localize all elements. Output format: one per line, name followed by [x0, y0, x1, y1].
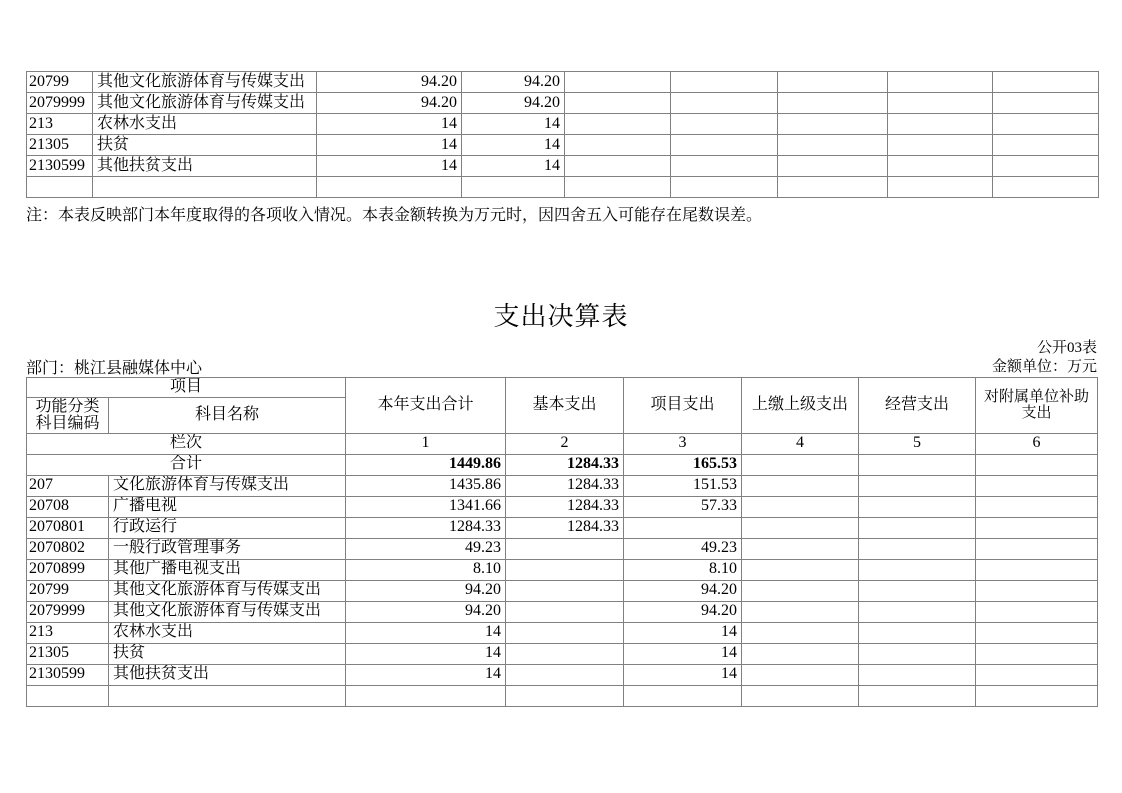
value-cell — [888, 177, 993, 198]
value-cell: 94.20 — [462, 93, 565, 114]
operating-cell — [859, 496, 976, 517]
column-number-cell: 5 — [859, 433, 976, 454]
subject-name-cell: 农林水支出 — [109, 622, 346, 643]
page-title: 支出决算表 — [493, 302, 629, 331]
value-cell — [671, 93, 778, 114]
code-cell: 21305 — [27, 643, 109, 664]
table-row — [27, 156, 1099, 177]
table-row — [27, 135, 1099, 156]
value-cell — [993, 177, 1099, 198]
total-expenditure-cell: 14 — [346, 643, 506, 664]
operating-cell — [859, 475, 976, 496]
basic-expenditure-cell: 1284.33 — [506, 475, 624, 496]
operating-cell — [859, 538, 976, 559]
value-cell — [993, 156, 1099, 177]
annual-income-total-cell: 94.20 — [317, 93, 462, 114]
code-cell — [27, 685, 109, 706]
basic-expenditure-cell — [506, 685, 624, 706]
project-expenditure-cell — [624, 685, 742, 706]
subject-name-cell: 广播电视 — [109, 496, 346, 517]
table-row — [27, 517, 1098, 538]
project-expenditure-cell: 94.20 — [624, 601, 742, 622]
total-expenditure-cell: 94.20 — [346, 601, 506, 622]
upper-level-cell — [742, 685, 859, 706]
operating-header-cell: 经营支出 — [859, 378, 976, 434]
total-row-basic-cell: 1284.33 — [506, 454, 624, 475]
subject-name-cell: 扶贫 — [93, 135, 317, 156]
annual-income-total-cell: 14 — [317, 156, 462, 177]
upper-level-header-cell: 上缴上级支出 — [742, 378, 859, 434]
code-cell: 2130599 — [27, 664, 109, 685]
value-cell — [993, 72, 1099, 93]
subject-name-cell: 其他扶贫支出 — [109, 664, 346, 685]
operating-cell — [859, 559, 976, 580]
table-row — [27, 601, 1098, 622]
total-expenditure-cell: 8.10 — [346, 559, 506, 580]
subsidy-cell — [976, 559, 1098, 580]
table-row — [27, 177, 1099, 198]
annual-income-total-cell: 14 — [317, 135, 462, 156]
project-expenditure-header-cell: 项目支出 — [624, 378, 742, 434]
value-cell — [565, 114, 671, 135]
column-index-row — [27, 433, 1098, 454]
project-expenditure-cell: 8.10 — [624, 559, 742, 580]
value-cell — [671, 156, 778, 177]
code-cell — [27, 177, 93, 198]
subject-name-cell: 农林水支出 — [93, 114, 317, 135]
value-cell — [778, 93, 888, 114]
subject-name-cell: 其他文化旅游体育与传媒支出 — [93, 72, 317, 93]
subsidy-cell — [976, 475, 1098, 496]
value-cell — [778, 72, 888, 93]
value-cell: 94.20 — [462, 72, 565, 93]
value-cell: 14 — [462, 114, 565, 135]
column-number-cell: 4 — [742, 433, 859, 454]
code-cell: 2070801 — [27, 517, 109, 538]
basic-expenditure-cell — [506, 664, 624, 685]
project-expenditure-cell: 49.23 — [624, 538, 742, 559]
code-cell: 2130599 — [27, 156, 93, 177]
operating-cell — [859, 580, 976, 601]
code-cell: 21305 — [27, 135, 93, 156]
table-row — [27, 114, 1099, 135]
upper-level-cell — [742, 517, 859, 538]
subject-name-cell: 行政运行 — [109, 517, 346, 538]
project-expenditure-cell: 151.53 — [624, 475, 742, 496]
subsidy-cell — [976, 538, 1098, 559]
code-cell: 213 — [27, 622, 109, 643]
upper-level-cell — [742, 580, 859, 601]
subsidy-cell — [976, 517, 1098, 538]
table-row — [27, 475, 1098, 496]
department-label: 部门：桃江县融媒体中心 — [26, 360, 203, 377]
code-cell: 20799 — [27, 580, 109, 601]
table-row — [27, 622, 1098, 643]
table-row — [27, 559, 1098, 580]
value-cell: 14 — [462, 135, 565, 156]
code-cell: 213 — [27, 114, 93, 135]
value-cell — [565, 72, 671, 93]
total-expenditure-cell: 1435.86 — [346, 475, 506, 496]
value-cell — [778, 177, 888, 198]
project-expenditure-cell: 14 — [624, 664, 742, 685]
upper-level-cell — [742, 496, 859, 517]
total-expenditure-cell — [346, 685, 506, 706]
subsidy-cell — [976, 685, 1098, 706]
basic-expenditure-cell: 1284.33 — [506, 517, 624, 538]
upper-level-cell — [742, 601, 859, 622]
basic-expenditure-header-cell: 基本支出 — [506, 378, 624, 434]
project-expenditure-cell — [624, 517, 742, 538]
subject-name-cell: 其他扶贫支出 — [93, 156, 317, 177]
basic-expenditure-cell — [506, 622, 624, 643]
code-cell: 20708 — [27, 496, 109, 517]
value-cell — [888, 114, 993, 135]
value-cell — [888, 135, 993, 156]
column-number-cell: 6 — [976, 433, 1098, 454]
total-expenditure-cell: 1341.66 — [346, 496, 506, 517]
lanci-label-cell: 栏次 — [27, 433, 346, 454]
basic-expenditure-cell — [506, 538, 624, 559]
subsidy-cell — [976, 580, 1098, 601]
subject-name-cell: 文化旅游体育与传媒支出 — [109, 475, 346, 496]
subsidy-cell — [976, 496, 1098, 517]
value-cell — [565, 156, 671, 177]
unit-label: 金额单位：万元 — [991, 359, 1097, 375]
subject-name-cell: 其他广播电视支出 — [109, 559, 346, 580]
subject-name-cell — [93, 177, 317, 198]
operating-cell — [859, 601, 976, 622]
income-table-note: 注：本表反映部门本年度取得的各项收入情况。本表金额转换为万元时，因四舍五入可能存在尾数误差。 — [26, 207, 763, 224]
code-cell: 20799 — [27, 72, 93, 93]
table-row — [27, 496, 1098, 517]
upper-level-cell — [742, 538, 859, 559]
subject-name-cell: 一般行政管理事务 — [109, 538, 346, 559]
annual-income-total-cell: 94.20 — [317, 72, 462, 93]
subject-name-cell: 其他文化旅游体育与传媒支出 — [109, 580, 346, 601]
empty-cell — [976, 454, 1098, 475]
project-expenditure-cell: 14 — [624, 643, 742, 664]
subject-name-cell: 其他文化旅游体育与传媒支出 — [109, 601, 346, 622]
item-header-cell: 项目 — [27, 378, 346, 398]
operating-cell — [859, 643, 976, 664]
upper-level-cell — [742, 475, 859, 496]
upper-level-cell — [742, 664, 859, 685]
operating-cell — [859, 664, 976, 685]
doc-number-label: 公开03表 — [1036, 340, 1097, 356]
subsidy-cell — [976, 622, 1098, 643]
income-table — [26, 71, 1099, 198]
total-row — [27, 454, 1098, 475]
subsidy-cell — [976, 601, 1098, 622]
table-row — [27, 93, 1099, 114]
basic-expenditure-cell — [506, 580, 624, 601]
value-cell — [778, 135, 888, 156]
value-cell — [888, 93, 993, 114]
value-cell — [565, 93, 671, 114]
operating-cell — [859, 622, 976, 643]
value-cell — [671, 72, 778, 93]
value-cell: 14 — [462, 156, 565, 177]
column-number-cell: 3 — [624, 433, 742, 454]
total-expenditure-cell: 14 — [346, 664, 506, 685]
value-cell — [671, 177, 778, 198]
expenditure-table — [26, 377, 1098, 707]
total-expenditure-header-cell: 本年支出合计 — [346, 378, 506, 434]
subject-name-cell: 扶贫 — [109, 643, 346, 664]
value-cell — [671, 114, 778, 135]
empty-cell — [742, 454, 859, 475]
operating-cell — [859, 517, 976, 538]
code-cell: 2070899 — [27, 559, 109, 580]
basic-expenditure-cell — [506, 643, 624, 664]
annual-income-total-cell — [317, 177, 462, 198]
value-cell — [993, 135, 1099, 156]
header-row-item — [27, 378, 1098, 398]
value-cell — [888, 156, 993, 177]
value-cell — [778, 114, 888, 135]
basic-expenditure-cell — [506, 601, 624, 622]
subsidy-cell — [976, 664, 1098, 685]
table-row — [27, 72, 1099, 93]
total-row-label-cell: 合计 — [27, 454, 346, 475]
upper-level-cell — [742, 622, 859, 643]
value-cell — [671, 135, 778, 156]
total-expenditure-cell: 14 — [346, 622, 506, 643]
value-cell — [565, 135, 671, 156]
upper-level-cell — [742, 559, 859, 580]
code-cell: 2079999 — [27, 601, 109, 622]
total-row-project-cell: 165.53 — [624, 454, 742, 475]
value-cell — [565, 177, 671, 198]
value-cell — [993, 93, 1099, 114]
basic-expenditure-cell: 1284.33 — [506, 496, 624, 517]
total-row-total-cell: 1449.86 — [346, 454, 506, 475]
code-header-cell: 功能分类科目编码 — [27, 398, 109, 434]
value-cell — [993, 114, 1099, 135]
operating-cell — [859, 685, 976, 706]
value-cell — [888, 72, 993, 93]
table-row — [27, 685, 1098, 706]
subsidy-header-cell: 对附属单位补助支出 — [976, 378, 1098, 434]
table-row — [27, 580, 1098, 601]
project-expenditure-cell: 94.20 — [624, 580, 742, 601]
upper-level-cell — [742, 643, 859, 664]
table-row — [27, 664, 1098, 685]
column-number-cell: 2 — [506, 433, 624, 454]
subject-name-header-cell: 科目名称 — [109, 398, 346, 434]
subject-name-cell — [109, 685, 346, 706]
project-expenditure-cell: 57.33 — [624, 496, 742, 517]
value-cell — [462, 177, 565, 198]
code-cell: 2070802 — [27, 538, 109, 559]
table-row — [27, 538, 1098, 559]
empty-cell — [859, 454, 976, 475]
project-expenditure-cell: 14 — [624, 622, 742, 643]
basic-expenditure-cell — [506, 559, 624, 580]
code-cell: 2079999 — [27, 93, 93, 114]
total-expenditure-cell: 94.20 — [346, 580, 506, 601]
column-number-cell: 1 — [346, 433, 506, 454]
subsidy-cell — [976, 643, 1098, 664]
code-cell: 207 — [27, 475, 109, 496]
subject-name-cell: 其他文化旅游体育与传媒支出 — [93, 93, 317, 114]
total-expenditure-cell: 1284.33 — [346, 517, 506, 538]
value-cell — [778, 156, 888, 177]
total-expenditure-cell: 49.23 — [346, 538, 506, 559]
table-row — [27, 643, 1098, 664]
annual-income-total-cell: 14 — [317, 114, 462, 135]
